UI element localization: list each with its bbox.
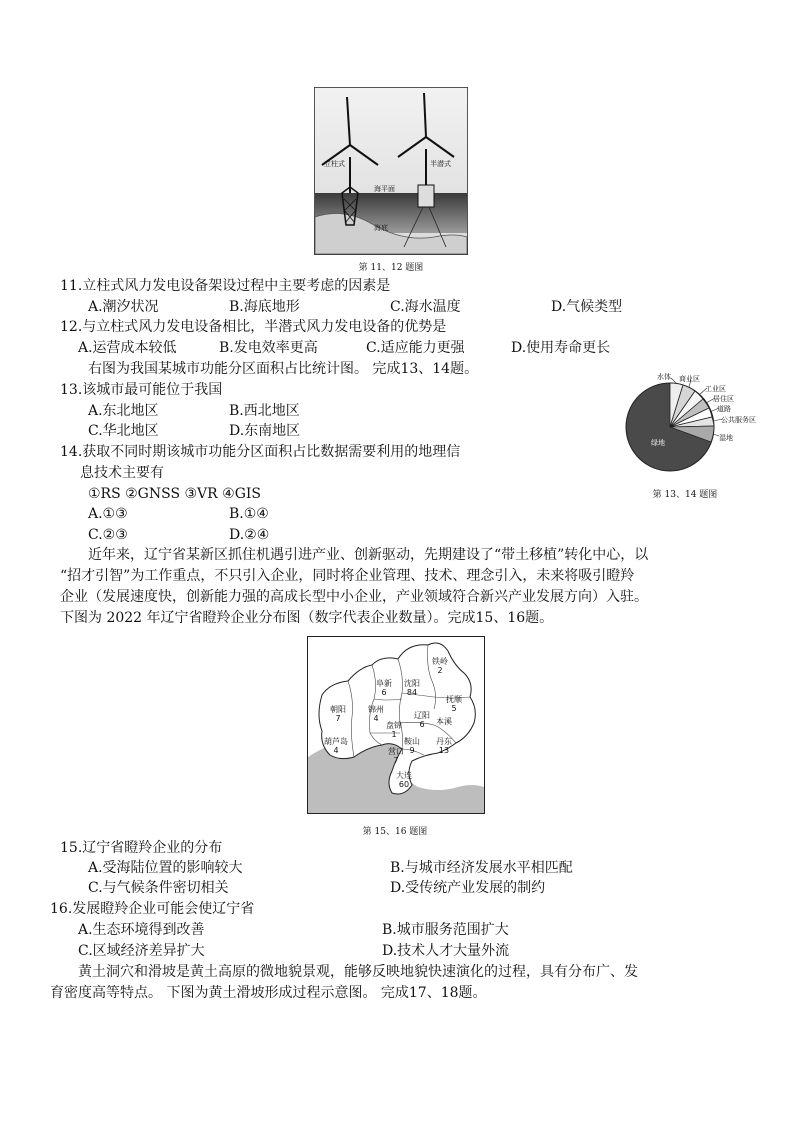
map-label-shenyang: 沈阳 84 [404,679,420,697]
pie-label-residential: 居住区 [713,395,734,403]
question-12-option-b[interactable]: B.发电效率更高 [219,340,318,356]
question-16-option-a[interactable]: A.生态环境得到改善 [78,922,205,938]
map-label-tieling: 铁岭 2 [432,657,448,675]
figure-caption-15-16: 第 15、16 题图 [362,827,428,837]
figure-caption-11-12: 第 11、12 题图 [358,263,424,273]
question-13-option-a[interactable]: A.东北地区 [88,403,159,419]
question-13-stem: 13.该城市最可能位于我国 [60,382,223,398]
intro-15-16-line3: 企业（发展速度快，创新能力强的高成长型中小企业，产业领域符合新兴产业发展方向）入驻。 [60,589,648,605]
pie-label-wetland: 湿地 [719,434,733,442]
question-14-stem-line2: 息技术主要有 [80,465,164,481]
question-14-option-c[interactable]: C.②③ [88,527,128,543]
question-15-option-b[interactable]: B.与城市经济发展水平相匹配 [390,860,573,876]
pie-label-water: 水体 [657,373,671,381]
map-label-anshan: 鞍山 9 [404,737,420,755]
map-label-chaoyang: 朝阳 7 [330,705,346,723]
question-13-option-c[interactable]: C.华北地区 [88,423,159,439]
map-label-dandong: 丹东 13 [436,737,452,755]
question-14-choices: ①RS ②GNSS ③VR ④GIS [88,486,262,502]
intro-17-18-line2: 育密度高等特点。 下图为黄土滑坡形成过程示意图。 完成17、18题。 [50,985,487,1001]
question-15-stem: 15.辽宁省瞪羚企业的分布 [60,840,223,856]
map-label-huludao: 葫芦岛 4 [324,737,348,755]
map-label-fushun: 抚顺 5 [446,695,462,713]
intro-17-18-line1: 黄土洞穴和滑坡是黄土高原的微地貌景观，能够反映地貌快速演化的过程，具有分布广、发 [78,964,638,980]
pie-label-greenland: 绿地 [651,439,665,447]
map-label-panjin: 盘锦 1 [386,721,402,739]
label-seabed: 海底 [374,224,388,232]
question-14-option-d[interactable]: D.②④ [229,527,270,543]
question-14-option-b[interactable]: B.①④ [229,506,269,522]
pie-label-public-service: 公共服务区 [721,416,756,424]
label-semi-submersible: 半潜式 [430,160,451,168]
intro-15-16-line1: 近年来，辽宁省某新区抓住机遇引进产业、创新驱动，先期建设了“带土移植”转化中心，以 [88,547,649,563]
intro-15-16-line2: “招才引智”为工作重点，不只引入企业，同时将企业管理、技术、理念引入，未来将吸引瞪羚 [60,568,635,584]
question-13-option-b[interactable]: B.西北地区 [229,403,300,419]
question-16-stem: 16.发展瞪羚企业可能会使辽宁省 [50,901,255,917]
question-16-option-d[interactable]: D.技术人才大量外流 [382,943,510,959]
question-15-option-d[interactable]: D.受传统产业发展的制约 [390,880,546,896]
map-label-benxi: 本溪 [436,717,452,726]
question-14-option-a[interactable]: A.①③ [88,506,128,522]
question-11-option-d[interactable]: D.气候类型 [551,299,623,315]
question-15-option-a[interactable]: A.受海陆位置的影响较大 [88,860,243,876]
map-label-fuxin: 阜新 6 [376,679,392,697]
question-11-option-a[interactable]: A.潮汐状况 [88,299,159,315]
intro-15-16-line4: 下图为 2022 年辽宁省瞪羚企业分布图（数字代表企业数量）。完成15、16题。 [60,610,554,626]
label-sea-level: 海平面 [374,185,395,193]
land-use-pie-chart [615,372,765,482]
map-label-liaoyang: 辽阳 6 [414,711,430,729]
question-12-stem: 12.与立柱式风力发电设备相比，半潜式风力发电设备的优势是 [60,319,447,335]
question-11-option-c[interactable]: C.海水温度 [390,299,461,315]
map-label-jinzhou: 锦州 4 [368,705,384,723]
question-16-option-c[interactable]: C.区域经济差异扩大 [78,943,205,959]
pie-label-commercial: 商业区 [679,375,700,383]
map-label-yingkou: 营口 7 [388,747,404,765]
pie-label-roads: 道路 [717,405,731,413]
question-16-option-b[interactable]: B.城市服务范围扩大 [382,922,509,938]
question-14-stem-line1: 14.获取不同时期该城市功能分区面积占比数据需要利用的地理信 [60,444,461,460]
liaoning-map-figure [307,636,485,814]
wind-turbine-figure [314,87,468,255]
wind-turbine-illustration [314,87,468,255]
question-12-option-c[interactable]: C.适应能力更强 [366,340,465,356]
question-12-option-a[interactable]: A.运营成本较低 [78,340,177,356]
intro-13-14: 右图为我国某城市功能分区面积占比统计图。 完成13、14题。 [88,361,479,377]
map-label-dalian: 大连 60 [396,771,412,789]
question-15-option-c[interactable]: C.与气候条件密切相关 [88,880,229,896]
figure-caption-13-14: 第 13、14 题图 [652,490,718,500]
label-pillar-type: 立柱式 [324,160,345,168]
question-11-option-b[interactable]: B.海底地形 [229,299,300,315]
pie-label-industrial: 工业区 [705,385,726,393]
question-13-option-d[interactable]: D.东南地区 [229,423,301,439]
question-12-option-d[interactable]: D.使用寿命更长 [511,340,611,356]
land-use-pie-figure [615,372,765,482]
question-11-stem: 11.立柱式风力发电设备架设过程中主要考虑的因素是 [60,278,391,294]
